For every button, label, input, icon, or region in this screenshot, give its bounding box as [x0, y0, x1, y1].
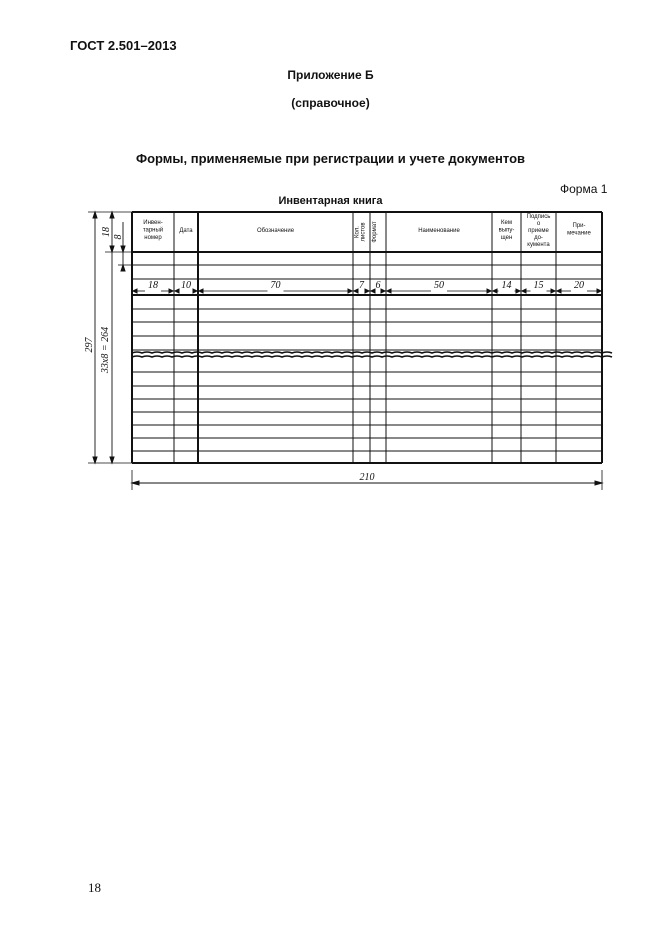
form-label: Форма 1: [560, 182, 608, 196]
column-header-label: Кол.листов: [354, 222, 367, 242]
break-line-lower: [132, 356, 612, 357]
column-header-label: При-мечание: [567, 223, 591, 237]
column-width-label: 14: [501, 280, 512, 291]
dimension-arrow: [93, 457, 97, 463]
appendix-title: Приложение Б: [287, 68, 374, 82]
column-header-label: Инвен-тарный номер: [142, 220, 164, 241]
column-width-label: 6: [375, 280, 381, 291]
page-height-label: 297: [84, 337, 95, 353]
dimension-arrow: [93, 212, 97, 218]
appendix-type: (справочное): [291, 96, 370, 110]
standard-header: ГОСТ 2.501–2013: [70, 38, 177, 53]
column-width-label: 18: [148, 280, 158, 291]
dimension-arrow: [121, 265, 125, 271]
column-width-label: 10: [181, 280, 191, 291]
column-header-label: Дата: [179, 228, 193, 234]
rows-total-label: 33х8 = 264: [100, 326, 111, 374]
column-width-label: 7: [359, 280, 364, 291]
column-header-label: Формат: [372, 221, 378, 243]
dimension-arrow: [595, 481, 602, 485]
dimension-arrow: [110, 457, 114, 463]
column-header-label: Кем выпу-щен: [498, 220, 515, 241]
form-title: Инвентарная книга: [278, 195, 383, 207]
dimension-arrow: [193, 289, 197, 293]
break-line-upper: [132, 352, 612, 353]
column-header-label: Наименование: [418, 228, 460, 234]
column-header-label: Обозначение: [256, 228, 295, 234]
dimension-arrow: [175, 289, 179, 293]
column-width-label: 70: [270, 280, 281, 291]
dimension-arrow: [110, 246, 114, 252]
column-width-label: 20: [574, 280, 584, 291]
header-height-label: 18: [101, 227, 112, 237]
dimension-arrow: [132, 481, 139, 485]
column-header-label: Подпись о приеме до-кумента: [526, 214, 551, 248]
dimension-arrow: [110, 212, 114, 218]
column-width-label: 15: [533, 280, 544, 291]
page-width-label: 210: [359, 472, 375, 483]
row-height-label: 8: [113, 234, 124, 240]
page-number: 18: [88, 880, 101, 895]
section-title: Формы, применяемые при регистрации и учете документов: [136, 151, 525, 166]
column-width-label: 50: [434, 280, 444, 291]
dimension-arrow: [121, 246, 125, 252]
